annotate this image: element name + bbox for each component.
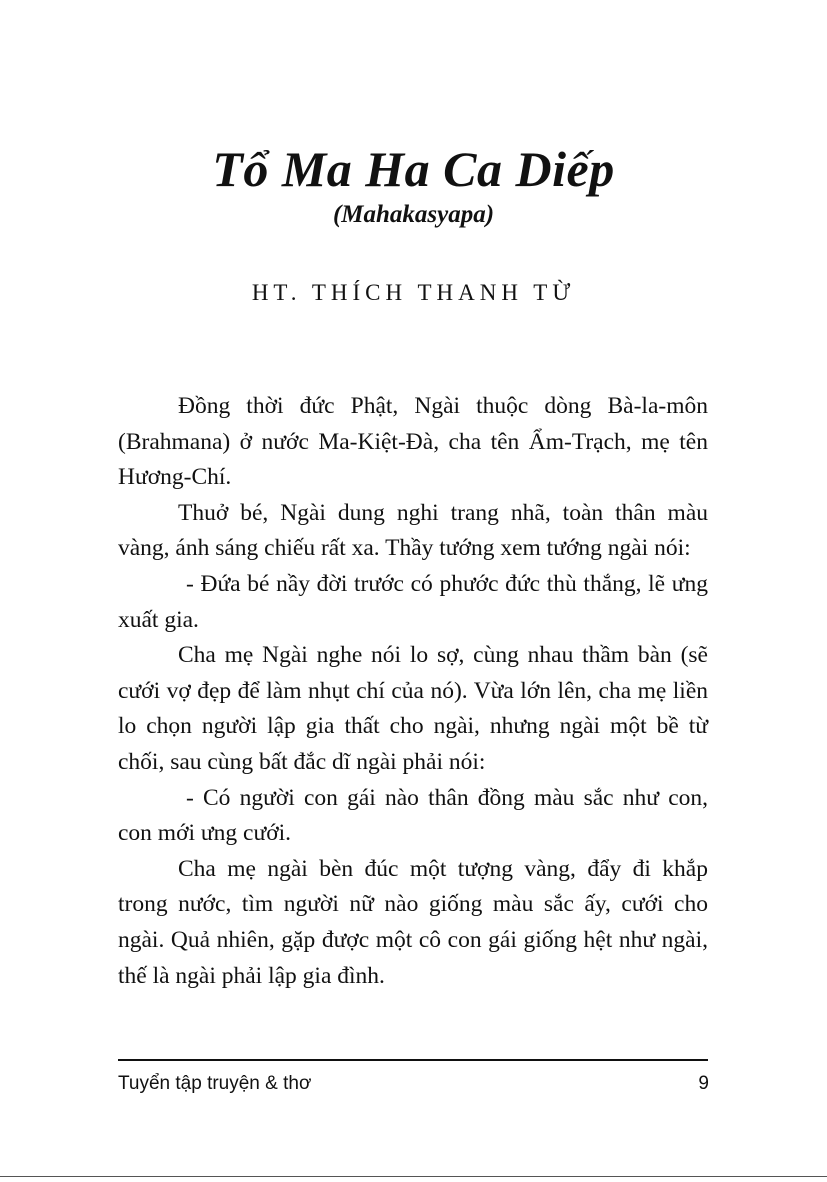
paragraph: Thuở bé, Ngài dung nghi trang nhã, toàn thân màu vàng, ánh sáng chiếu rất xa. Thầy tướng xem tướng ngài nói: [118, 499, 708, 562]
dialogue-paragraph: - Có người con gái nào thân đồng màu sắc như con, con mới ưng cưới. [118, 784, 708, 847]
paragraph: Cha mẹ ngài bèn đúc một tượng vàng, đẩy đi khắp trong nước, tìm người nữ nào giống màu sắc ấy, cưới cho ngài. Quả nhiên, gặp được một cô con gái giống hệt như ngài, thế là ngài phải lập gia đình. [118, 855, 708, 989]
footer-book-title: Tuyển tập truyện & thơ [118, 1073, 312, 1094]
footer-divider [118, 1059, 708, 1061]
body-text [118, 389, 708, 994]
author-line: HT. THÍCH THANH TỪ [251, 280, 576, 305]
page-edge-line [0, 1176, 827, 1177]
paragraph: Đồng thời đức Phật, Ngài thuộc dòng Bà-la-môn (Brahmana) ở nước Ma-Kiệt-Đà, cha tên Ẩm-Trạch, mẹ tên Hương-Chí. [118, 393, 708, 491]
paragraph: Cha mẹ Ngài nghe nói lo sợ, cùng nhau thầm bàn (sẽ cưới vợ đẹp để làm nhụt chí của nó). Vừa lớn lên, cha mẹ liền lo chọn người lập gia thất cho ngài, nhưng ngài một bề từ chối, sau cùng bất đắc dĩ ngài phải nói: [118, 642, 708, 775]
dialogue-paragraph: - Đứa bé nầy đời trước có phước đức thù thắng, lẽ ưng xuất gia. [118, 570, 708, 633]
chapter-title: Tổ Ma Ha Ca Diếp [212, 141, 615, 197]
chapter-subtitle: (Mahakasyapa) [332, 201, 495, 228]
page-number: 9 [698, 1073, 709, 1094]
